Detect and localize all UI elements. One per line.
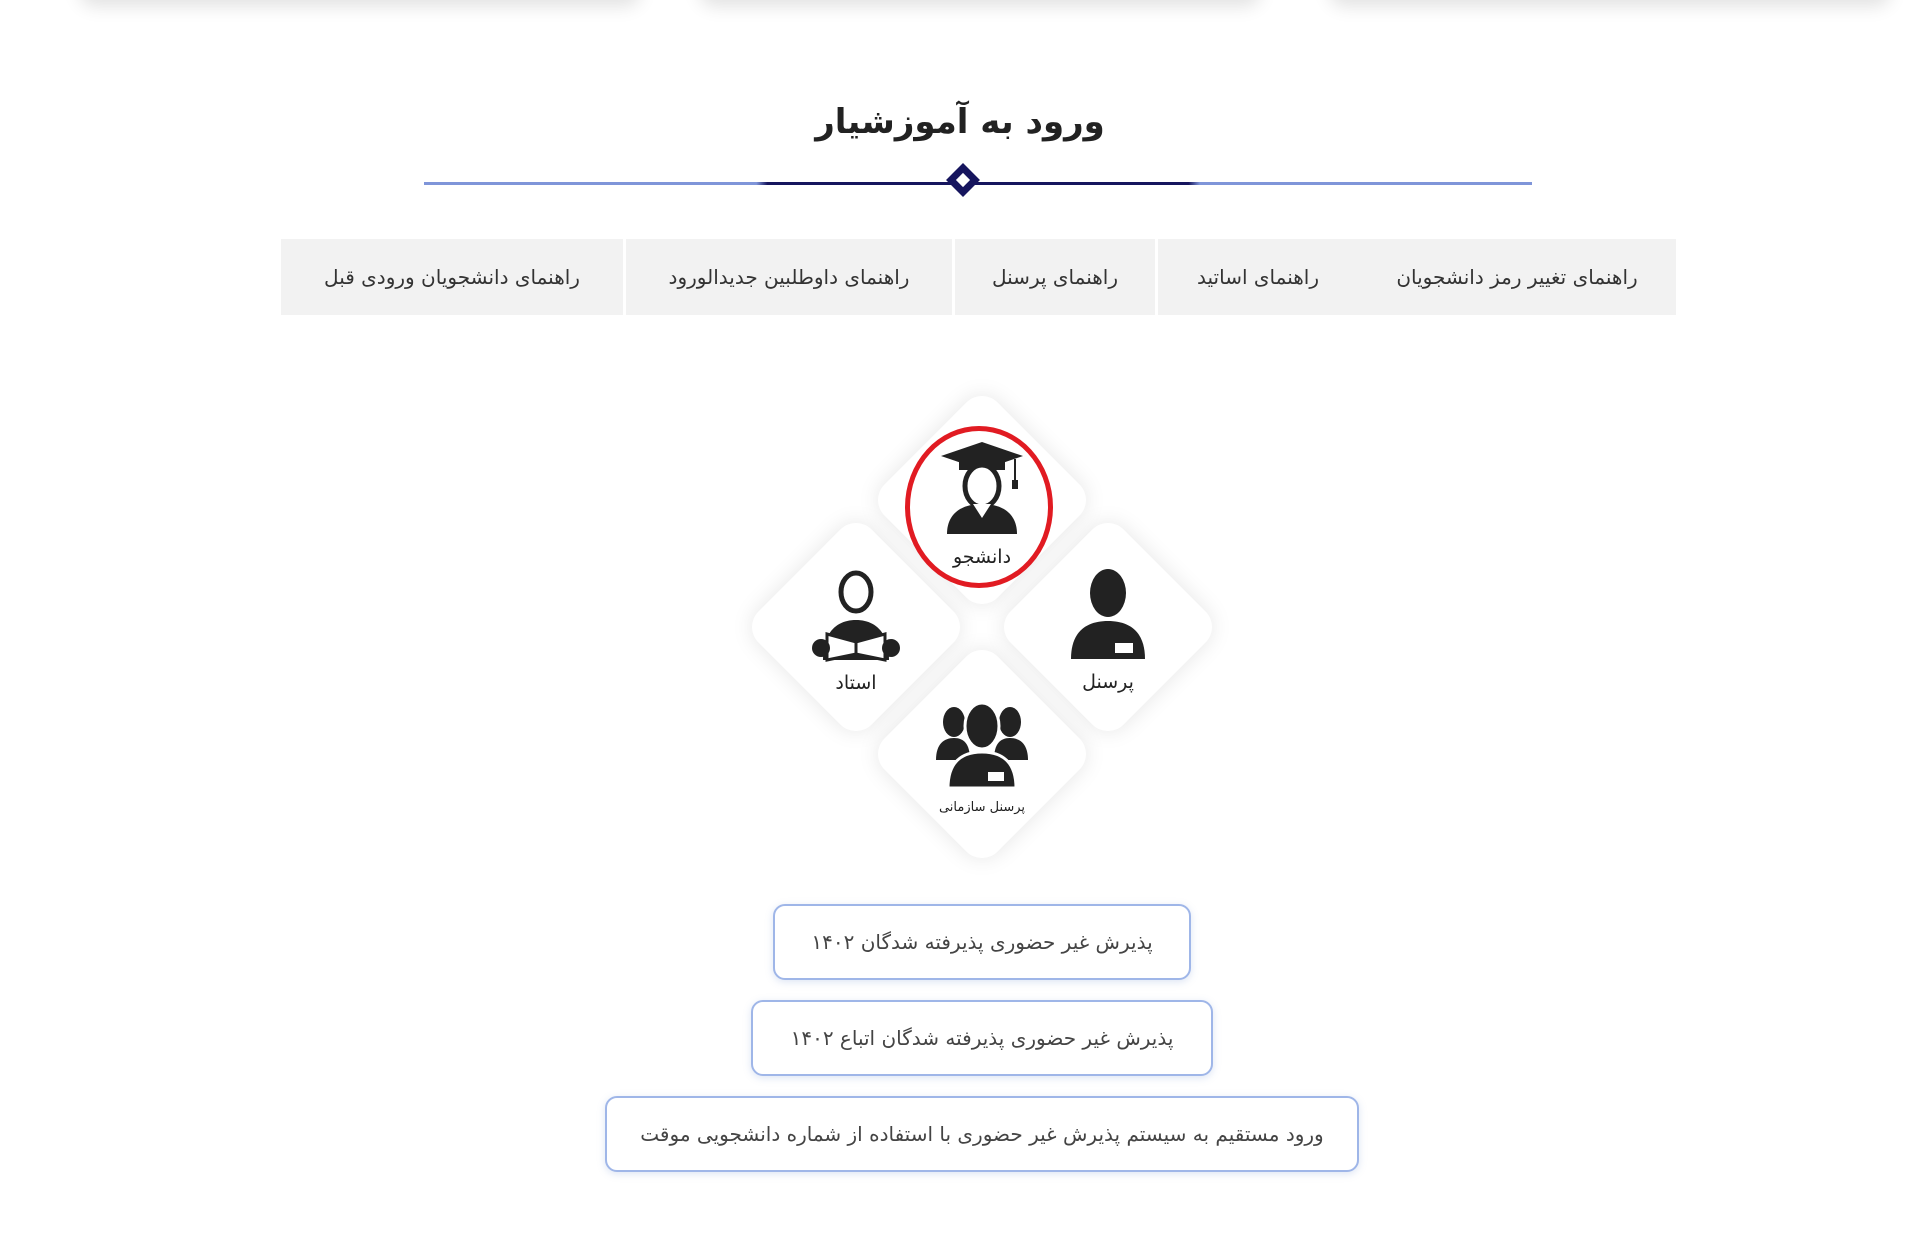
student-label: دانشجو xyxy=(952,546,1012,568)
tab-new-applicants-guide[interactable]: راهنمای داوطلبین جدیدالورود xyxy=(626,239,952,315)
graduate-student-icon xyxy=(939,438,1025,536)
org-personnel-label: پرسنل سازمانی xyxy=(938,800,1026,815)
title-divider xyxy=(424,182,1532,185)
guide-tabs xyxy=(278,239,1678,315)
page-title: ورود به آموزشیار xyxy=(815,102,1105,142)
teacher-option[interactable] xyxy=(776,568,936,694)
temporary-student-number-login-button[interactable]: ورود مستقیم به سیستم پذیرش غیر حضوری با استفاده از شماره دانشجویی موقت xyxy=(605,1096,1359,1172)
tab-previous-students-guide[interactable]: راهنمای دانشجویان ورودی قبل xyxy=(281,239,623,315)
personnel-option[interactable] xyxy=(1028,565,1188,693)
teacher-label: استاد xyxy=(835,672,877,694)
org-personnel-option[interactable] xyxy=(902,700,1062,815)
tab-personnel-guide[interactable]: راهنمای پرسنل xyxy=(955,239,1155,315)
student-option[interactable] xyxy=(902,438,1062,568)
divider-diamond-icon xyxy=(946,163,980,197)
personnel-label: پرسنل xyxy=(1082,671,1134,693)
tab-password-change-guide[interactable]: راهنمای تغییر رمز دانشجویان xyxy=(1358,239,1676,315)
group-personnel-icon xyxy=(934,700,1030,790)
teacher-reading-icon xyxy=(811,568,901,662)
foreign-admission-2023-button[interactable]: پذیرش غیر حضوری پذیرفته شدگان اتباع ۱۴۰۲ xyxy=(751,1000,1213,1076)
personnel-icon xyxy=(1065,565,1151,661)
admission-2023-button[interactable]: پذیرش غیر حضوری پذیرفته شدگان ۱۴۰۲ xyxy=(773,904,1191,980)
tab-teachers-guide[interactable]: راهنمای اساتید xyxy=(1158,239,1358,315)
